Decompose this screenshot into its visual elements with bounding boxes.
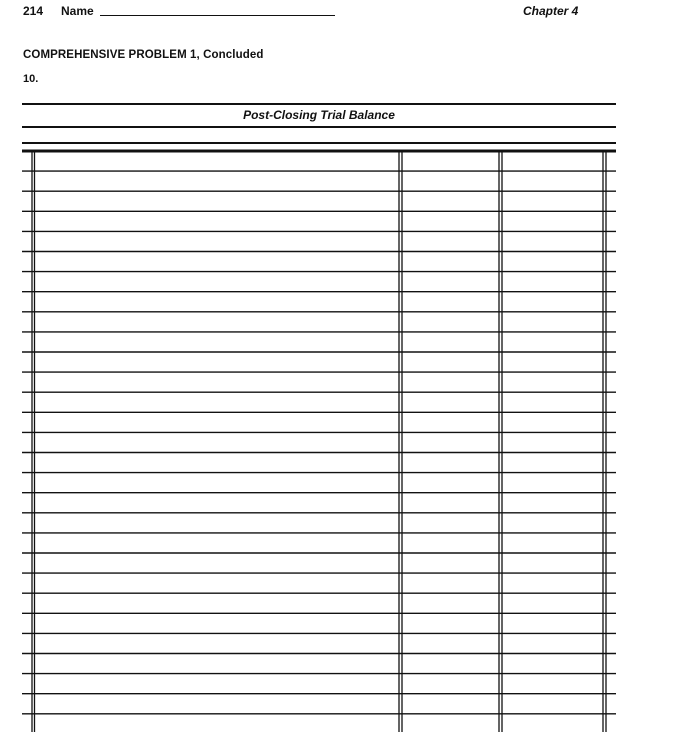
page-number: 214 bbox=[23, 4, 44, 18]
chapter-label: Chapter 4 bbox=[523, 4, 579, 18]
name-label: Name bbox=[61, 4, 94, 18]
problem-title: COMPREHENSIVE PROBLEM 1, Concluded bbox=[23, 49, 264, 61]
problem-number: 10. bbox=[23, 73, 39, 85]
form-title: Post-Closing Trial Balance bbox=[243, 108, 395, 122]
